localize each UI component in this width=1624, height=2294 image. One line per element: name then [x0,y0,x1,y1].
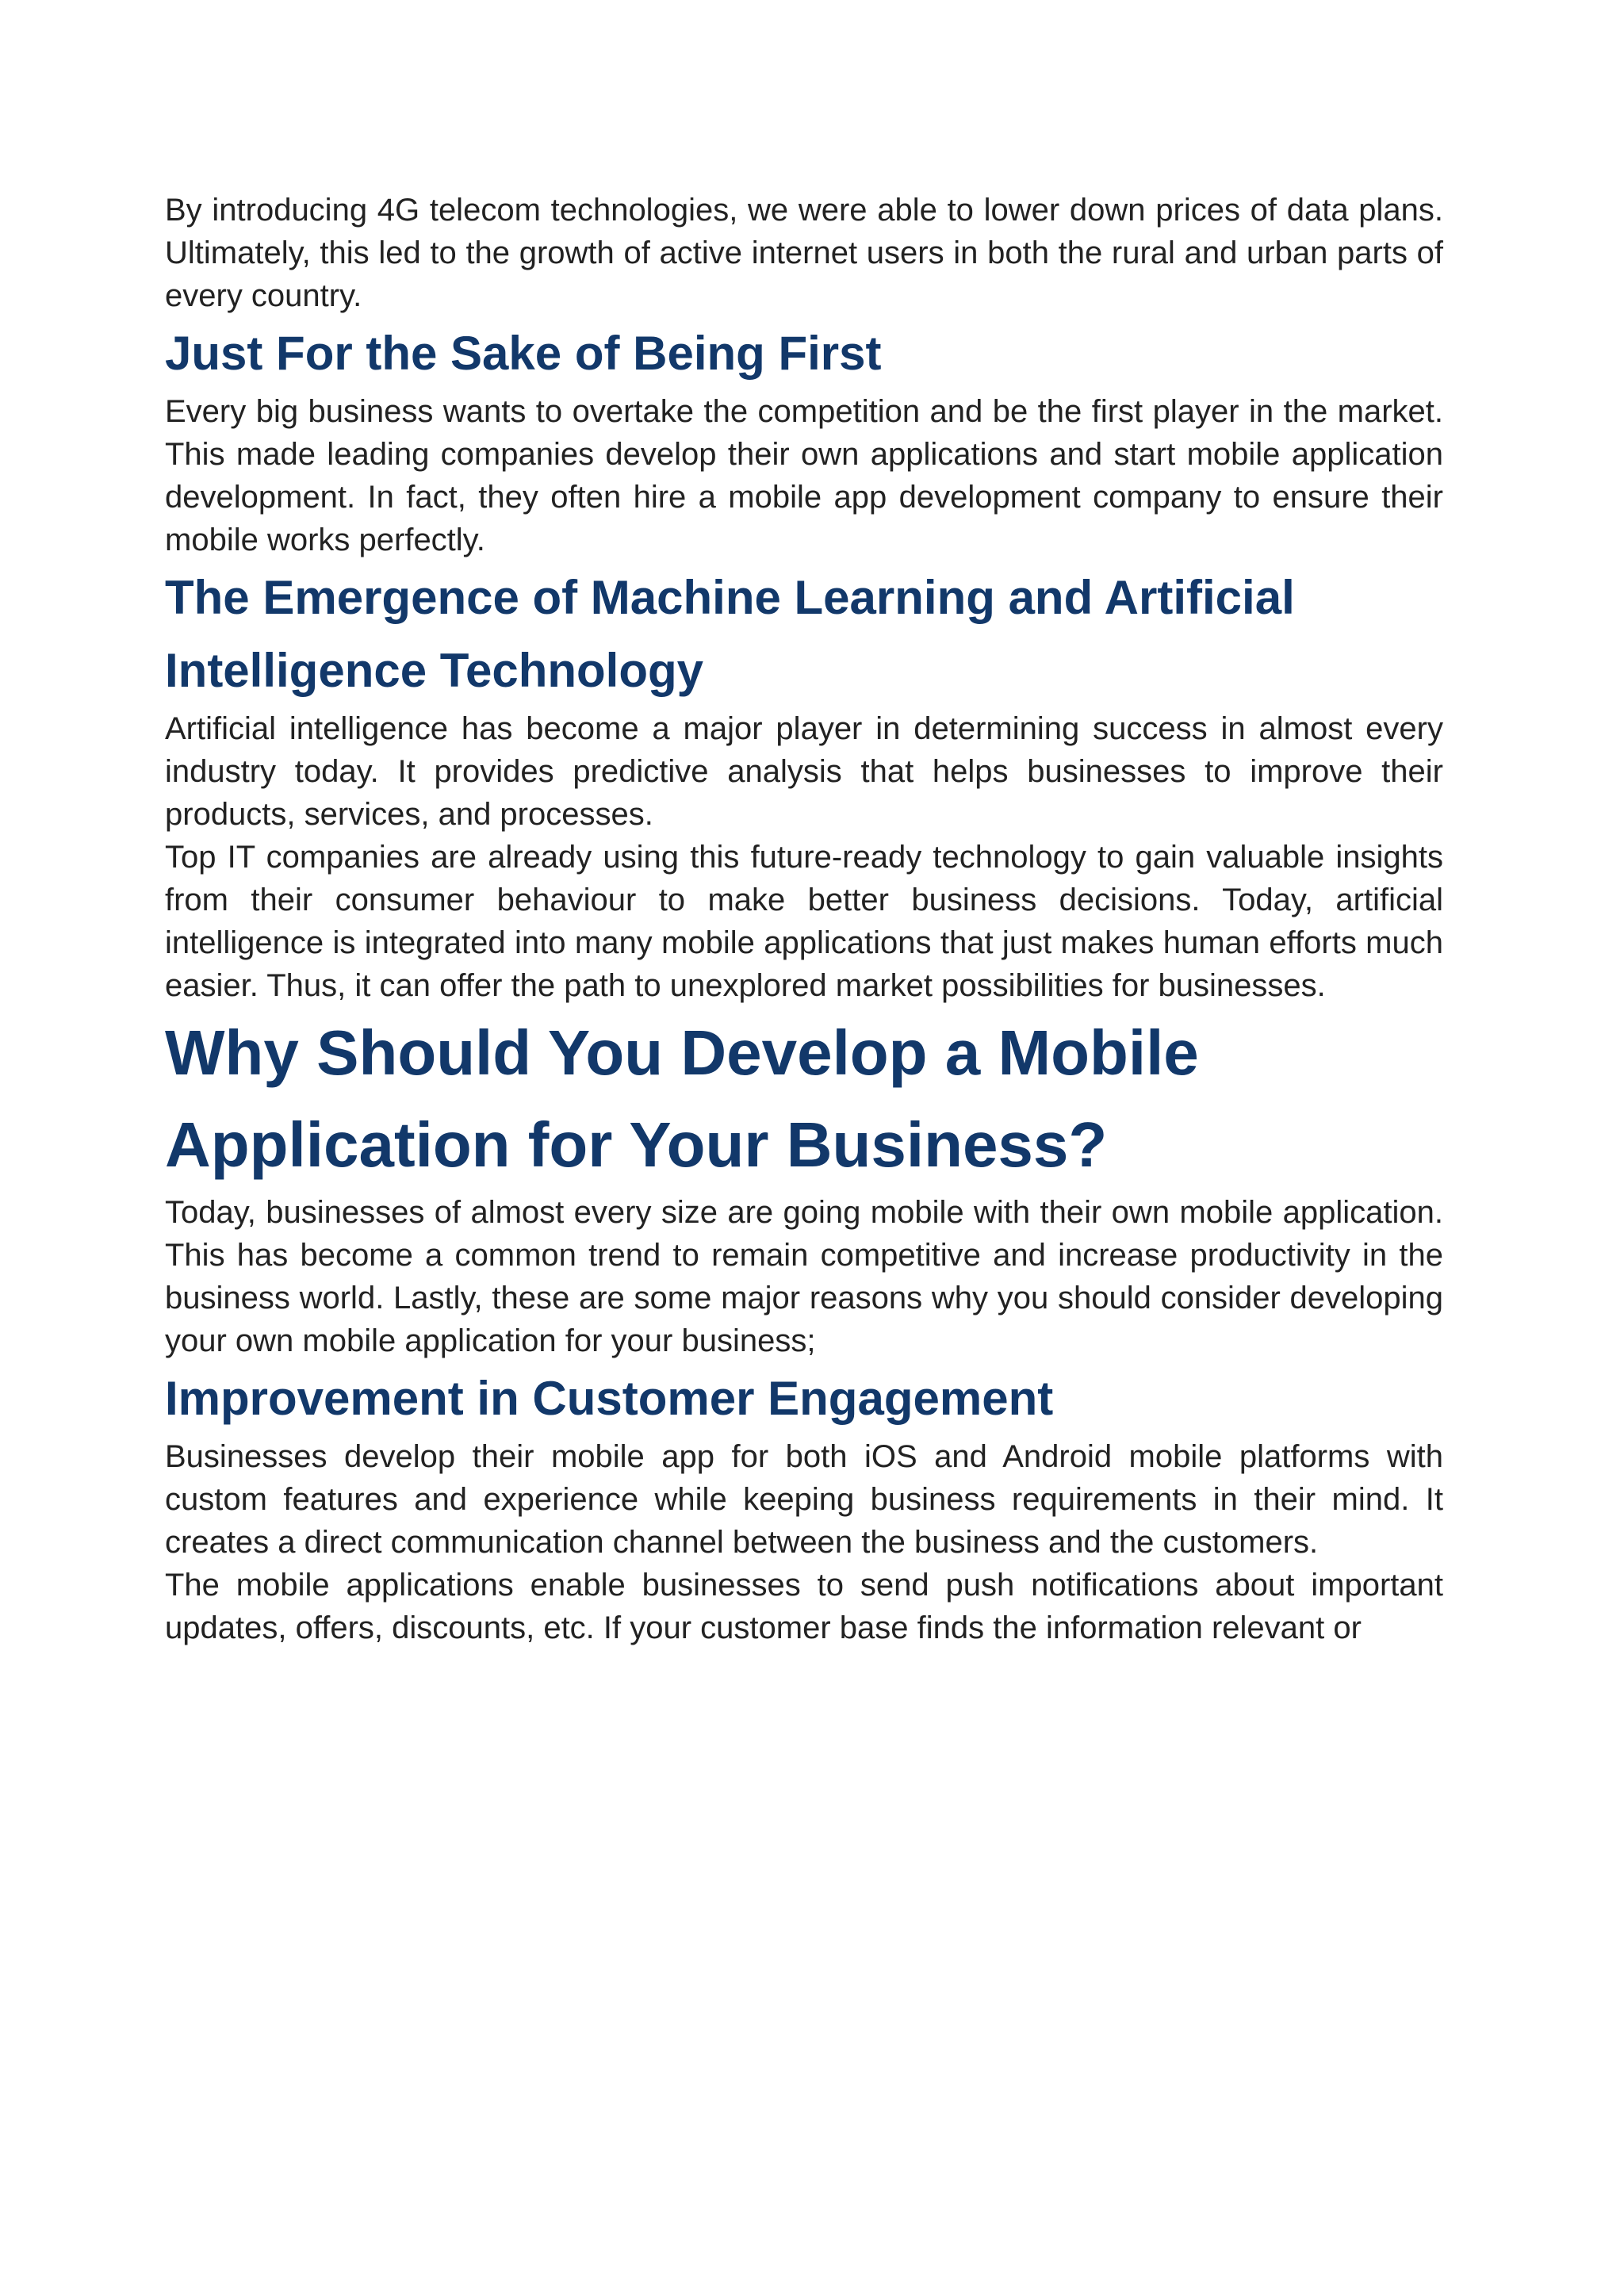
heading-being-first: Just For the Sake of Being First [165,327,882,380]
document-page [165,189,1443,1649]
engagement-paragraph-1: Businesses develop their mobile app for both iOS and Android mobile platforms with custom features and experience while keeping business requirements in their mind. It creates a direct communication channel between the business and the customers. [165,1439,1443,1560]
heading-why-develop: Why Should You Develop a Mobile Application for Your Business? [165,1017,1199,1180]
ai-paragraph-1: Artificial intelligence has become a major player in determining success in almost every industry today. It provides predictive analysis that helps businesses to improve their products, services, and processes. [165,711,1443,832]
ai-paragraph-2: Top IT companies are already using this future-ready technology to gain valuable insights from their consumer behaviour to make better business decisions. Today, artificial intelligence is integrated into many mobile applications that just makes human efforts much easier. Thus, it can offer the path to unexplored market possibilities for businesses. [165,840,1443,1003]
why-develop-paragraph: Today, businesses of almost every size are going mobile with their own mobile application. This has become a common trend to remain competitive and increase productivity in the business world. Lastly, these are some major reasons why you should consider developing your own mobile application for your business; [165,1195,1443,1358]
heading-ml-ai: The Emergence of Machine Learning and Artificial Intelligence Technology [165,571,1295,697]
intro-paragraph: By introducing 4G telecom technologies, we were able to lower down prices of data plans. Ultimately, this led to the growth of active internet users in both the rural and urban parts of every country. [165,193,1443,313]
engagement-paragraph-2: The mobile applications enable businesses to send push notifications about important updates, offers, discounts, etc. If your customer base finds the information relevant or [165,1568,1443,1645]
heading-customer-engagement: Improvement in Customer Engagement [165,1372,1054,1425]
being-first-paragraph: Every big business wants to overtake the competition and be the first player in the market. This made leading companies develop their own applications and start mobile application development. In fact, they often hire a mobile app development company to ensure their mobile works perfectly. [165,394,1443,557]
